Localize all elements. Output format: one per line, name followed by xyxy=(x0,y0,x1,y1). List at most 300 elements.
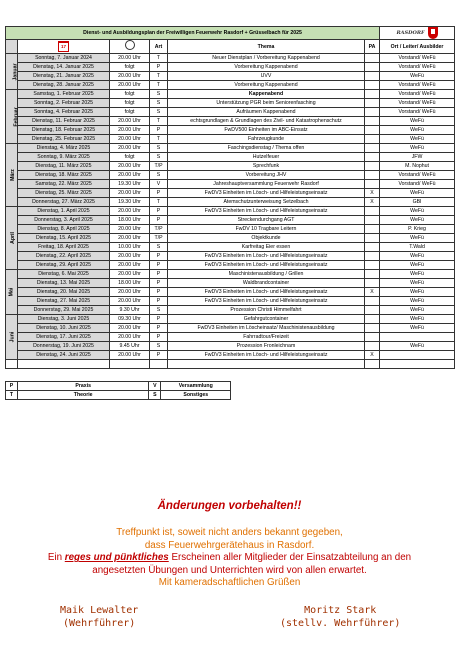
thema-cell: FwDV500 Einheiten im ABC-Einsatz xyxy=(168,126,365,135)
thema-cell: Vorbereitung Kappenabend xyxy=(168,81,365,90)
empty-cell xyxy=(150,360,168,369)
time-cell: 20.00 Uhr xyxy=(110,225,150,234)
art-cell: S xyxy=(150,171,168,180)
schedule-row xyxy=(6,153,455,162)
ort-cell: WeFü xyxy=(380,72,455,81)
time-cell: folgt xyxy=(110,99,150,108)
thema-cell: FwDV3 Einheiten im Lösch- und Hilfeleistungseinsatz xyxy=(168,189,365,198)
date-cell: Dienstag, 25. März 2025 xyxy=(18,189,110,198)
schedule-row xyxy=(6,135,455,144)
month-text: April xyxy=(9,232,16,244)
schedule-row xyxy=(6,216,455,225)
art-cell: P xyxy=(150,315,168,324)
ort-cell: WeFü xyxy=(380,324,455,333)
time-cell: 20.00 Uhr xyxy=(110,324,150,333)
thema-cell: Vorbereitung Kappenabend xyxy=(168,63,365,72)
pa-cell xyxy=(365,171,380,180)
pa-cell xyxy=(365,117,380,126)
time-cell: 20.00 Uhr xyxy=(110,135,150,144)
art-cell: P xyxy=(150,270,168,279)
art-cell: P xyxy=(150,252,168,261)
art-cell: P xyxy=(150,324,168,333)
schedule-row xyxy=(6,270,455,279)
art-cell: S xyxy=(150,108,168,117)
time-cell: 20.00 Uhr xyxy=(110,81,150,90)
date-cell: Dienstag, 21. Januar 2025 xyxy=(18,72,110,81)
art-cell: T/P xyxy=(150,162,168,171)
ort-cell: WeFü xyxy=(380,234,455,243)
thema-cell: FwDV3 Einheiten im Lösch- und Hilfeleistungseinsatz xyxy=(168,252,365,261)
art-cell: P xyxy=(150,207,168,216)
thema-cell: FwDV3 Einheiten im Lösch- und Hilfeleistungseinsatz xyxy=(168,288,365,297)
pa-cell xyxy=(365,153,380,162)
date-cell: Dienstag, 20. Mai 2025 xyxy=(18,288,110,297)
time-cell: 09.30 Uhr xyxy=(110,315,150,324)
art-cell: P xyxy=(150,297,168,306)
empty-cell xyxy=(6,360,18,369)
schedule-row xyxy=(6,333,455,342)
thema-cell: Karfreitag Eier essen xyxy=(168,243,365,252)
ort-cell: GBI xyxy=(380,198,455,207)
thema-cell: Aufräumen Kappenabend xyxy=(168,108,365,117)
art-cell: S xyxy=(150,243,168,252)
time-cell: 9.30 Uhr xyxy=(110,306,150,315)
thema-cell: Gefahrgutcontainer xyxy=(168,315,365,324)
pa-cell xyxy=(365,234,380,243)
pa-cell xyxy=(365,243,380,252)
month-text: Februar xyxy=(13,106,20,127)
time-cell: 18.00 Uhr xyxy=(110,216,150,225)
date-cell: Sonntag, 9. März 2025 xyxy=(18,153,110,162)
art-cell: S xyxy=(150,153,168,162)
thema-cell: Kappenabend xyxy=(168,90,365,99)
schedule-row xyxy=(6,198,455,207)
pa-cell xyxy=(365,252,380,261)
ort-cell: WeFü xyxy=(380,315,455,324)
signature-wehrfuehrer xyxy=(60,604,138,630)
notice-text xyxy=(0,527,459,590)
ort-cell: WeFü xyxy=(380,207,455,216)
time-cell: 20.00 Uhr xyxy=(110,288,150,297)
legend-label: Praxis xyxy=(17,382,148,391)
date-cell: Dienstag, 3. Juni 2025 xyxy=(18,315,110,324)
date-cell: Dienstag, 6. Mai 2025 xyxy=(18,270,110,279)
month-label xyxy=(6,270,18,315)
schedule-row xyxy=(6,72,455,81)
legend-label: Theorie xyxy=(17,391,148,400)
pa-cell: X xyxy=(365,189,380,198)
schedule-row xyxy=(6,189,455,198)
time-cell: 20.00 Uhr xyxy=(110,270,150,279)
ort-cell: WeFü xyxy=(380,279,455,288)
pa-cell: X xyxy=(365,288,380,297)
schedule-row xyxy=(6,279,455,288)
date-cell: Dienstag, 22. April 2025 xyxy=(18,252,110,261)
month-label xyxy=(6,207,18,270)
pa-cell: X xyxy=(365,351,380,360)
schedule-row xyxy=(6,342,455,351)
month-label xyxy=(6,315,18,360)
date-cell: Dienstag, 4. März 2025 xyxy=(18,144,110,153)
empty-cell xyxy=(168,360,365,369)
thema-header: Thema xyxy=(168,40,365,54)
thema-cell: Atemschutzunterweisung Setzelbach xyxy=(168,198,365,207)
date-cell: Dienstag, 15. April 2025 xyxy=(18,234,110,243)
schedule-row xyxy=(6,126,455,135)
ort-cell: Vorstand/ WeFü xyxy=(380,171,455,180)
month-text: Mai xyxy=(8,287,15,297)
time-cell: 20.00 Uhr xyxy=(110,252,150,261)
month-text: März xyxy=(9,169,16,181)
ort-cell: WeFü xyxy=(380,288,455,297)
ort-cell: WeFü xyxy=(380,297,455,306)
date-cell: Freitag, 18. April 2025 xyxy=(18,243,110,252)
signature-stellv-wehrfuehrer xyxy=(280,604,400,630)
time-cell: 20.00 Uhr xyxy=(110,162,150,171)
pa-cell xyxy=(365,270,380,279)
signature-name: Moritz Stark xyxy=(304,605,377,616)
schedule-row xyxy=(6,162,455,171)
schedule-row xyxy=(6,306,455,315)
time-cell: 20.00 Uhr xyxy=(110,72,150,81)
crest-icon xyxy=(428,27,438,39)
time-cell: 20.00 Uhr xyxy=(110,171,150,180)
date-cell: Donnerstag, 27. März 2025 xyxy=(18,198,110,207)
pa-cell xyxy=(365,162,380,171)
schedule-table xyxy=(5,26,455,369)
month-label xyxy=(6,144,18,207)
date-cell: Dienstag, 8. April 2025 xyxy=(18,225,110,234)
date-cell: Dienstag, 28. Januar 2025 xyxy=(18,81,110,90)
month-text: Juni xyxy=(9,331,16,343)
pa-cell xyxy=(365,81,380,90)
art-cell: T xyxy=(150,72,168,81)
ort-cell: P. Krieg xyxy=(380,225,455,234)
thema-cell: Faschingsdienstag / Thema offen xyxy=(168,144,365,153)
legend-code: V xyxy=(149,382,161,391)
schedule-row xyxy=(6,261,455,270)
schedule-row xyxy=(6,54,455,63)
schedule-row xyxy=(6,108,455,117)
art-cell: P xyxy=(150,126,168,135)
thema-cell: FwDV3 Einheiten im Lösch- und Hilfeleistungseinsatz xyxy=(168,297,365,306)
notice-fragment: Ein xyxy=(47,552,65,564)
empty-cell xyxy=(110,360,150,369)
date-header xyxy=(18,40,110,54)
time-cell: 20.00 Uhr xyxy=(110,351,150,360)
ort-cell: WeFü xyxy=(380,135,455,144)
thema-cell: FwDV 10 Tragbare Leitern xyxy=(168,225,365,234)
thema-cell: Prozession Fronleichnam xyxy=(168,342,365,351)
pa-cell xyxy=(365,324,380,333)
thema-cell: echtsgrundlagen & Grundlagen des Zivil- und Katastrophenschutz xyxy=(168,117,365,126)
schedule-row xyxy=(6,351,455,360)
empty-cell xyxy=(380,360,455,369)
notice-heading: Änderungen vorbehalten!! xyxy=(157,500,302,512)
time-cell: 20.00 Uhr xyxy=(110,333,150,342)
notice-fragment: Erscheinen aller Mitglieder der Einsatzabteilung an den xyxy=(168,552,412,564)
date-cell: Samstag, 22. März 2025 xyxy=(18,180,110,189)
art-cell: P xyxy=(150,189,168,198)
schedule-row xyxy=(6,252,455,261)
thema-cell: Waldbrandcontainer xyxy=(168,279,365,288)
notice-line: angesetzten Übungen und Unterrichten wird von allen erwartet. xyxy=(92,564,367,576)
thema-cell: Jahreshauptversammlung Feuerwehr Rasdorf xyxy=(168,180,365,189)
time-cell: 20.00 Uhr xyxy=(110,126,150,135)
signature-role: (Wehrführer) xyxy=(63,618,136,629)
art-cell: T xyxy=(150,117,168,126)
art-cell: T xyxy=(150,135,168,144)
art-cell: P xyxy=(150,261,168,270)
signature-role: (stellv. Wehrführer) xyxy=(280,618,401,629)
empty-cell xyxy=(18,360,110,369)
pa-cell xyxy=(365,306,380,315)
pa-cell xyxy=(365,342,380,351)
month-header xyxy=(6,40,18,54)
ort-cell: Vorstand/ WeFü xyxy=(380,108,455,117)
date-cell: Sonntag, 2. Februar 2025 xyxy=(18,99,110,108)
schedule-row xyxy=(6,234,455,243)
art-cell: T xyxy=(150,198,168,207)
ort-cell: M. Nophut xyxy=(380,162,455,171)
art-cell: S xyxy=(150,342,168,351)
thema-cell: Unterstützung PGR beim Seniorenfasching xyxy=(168,99,365,108)
date-cell: Dienstag, 29. April 2025 xyxy=(18,261,110,270)
pa-cell xyxy=(365,261,380,270)
art-cell: S xyxy=(150,144,168,153)
ort-cell: WeFü xyxy=(380,117,455,126)
date-cell: Sonntag, 4. Februar 2025 xyxy=(18,108,110,117)
art-cell: T/P xyxy=(150,234,168,243)
thema-cell: UVV xyxy=(168,72,365,81)
time-cell: 18.00 Uhr xyxy=(110,279,150,288)
schedule-row xyxy=(6,81,455,90)
time-cell: 20.00 Uhr xyxy=(110,117,150,126)
time-cell: 19.30 Uhr xyxy=(110,180,150,189)
thema-cell: Maschinistenausbildung / Grillen xyxy=(168,270,365,279)
ort-cell: Vorstand/ WeFü xyxy=(380,63,455,72)
month-label xyxy=(6,90,18,144)
schedule-row xyxy=(6,171,455,180)
schedule-row xyxy=(6,315,455,324)
pa-cell xyxy=(365,207,380,216)
ort-cell: Vorstand/ WeFü xyxy=(380,180,455,189)
column-header-row xyxy=(6,40,455,54)
time-header xyxy=(110,40,150,54)
art-cell: S xyxy=(150,99,168,108)
art-cell: P xyxy=(150,333,168,342)
thema-cell: Sprechfunk xyxy=(168,162,365,171)
pa-cell xyxy=(365,333,380,342)
time-cell: 20.00 Uhr xyxy=(110,261,150,270)
empty-cell xyxy=(365,360,380,369)
date-cell: Dienstag, 27. Mai 2025 xyxy=(18,297,110,306)
schedule-row xyxy=(6,297,455,306)
pa-cell xyxy=(365,315,380,324)
time-cell: 20.00 Uhr xyxy=(110,189,150,198)
schedule-row xyxy=(6,243,455,252)
legend-table xyxy=(5,381,271,400)
ort-cell: WeFü xyxy=(380,126,455,135)
legend-code: T xyxy=(6,391,18,400)
time-cell: 20.00 Uhr xyxy=(110,207,150,216)
title-row xyxy=(6,27,455,40)
time-cell: 10.00 Uhr xyxy=(110,243,150,252)
pa-cell xyxy=(365,279,380,288)
art-cell: T xyxy=(150,54,168,63)
ort-cell: WeFü xyxy=(380,342,455,351)
thema-cell: FwDV3 Einheiten im Lösch- und Hilfeleistungseinsatz xyxy=(168,351,365,360)
ort-cell: Vorstand/ WeFü xyxy=(380,90,455,99)
ort-cell: WeFü xyxy=(380,306,455,315)
notice-emphasis: reges und pünktliches xyxy=(64,552,169,564)
date-cell: Samstag, 1. Februar 2025 xyxy=(18,90,110,99)
ort-cell: WeFü xyxy=(380,261,455,270)
ort-cell: Vorstand/ WeFü xyxy=(380,81,455,90)
schedule-row xyxy=(6,180,455,189)
time-cell: 20.00 Uhr xyxy=(110,297,150,306)
notice-line xyxy=(0,552,459,565)
logo xyxy=(380,27,455,40)
notice-line: Mit kameradschaftlichen Grüßen xyxy=(158,577,301,589)
notice-line: dass Feuerwehrgerätehaus in Rasdorf. xyxy=(144,539,315,551)
pa-cell xyxy=(365,180,380,189)
date-cell: Donnerstag, 3. April 2025 xyxy=(18,216,110,225)
calendar-icon: 17 xyxy=(58,41,69,52)
thema-cell: Hutzelfeuer xyxy=(168,153,365,162)
art-cell: T/P xyxy=(150,225,168,234)
thema-cell: Fahrzeugkunde xyxy=(168,135,365,144)
legend-code: S xyxy=(149,391,161,400)
legend-label: Sonstiges xyxy=(161,391,231,400)
schedule-row xyxy=(6,99,455,108)
date-cell: Sonntag, 7. Januar 2024 xyxy=(18,54,110,63)
notice-line: Treffpunkt ist, soweit nicht anders bekannt gegeben, xyxy=(116,527,343,538)
ort-cell: T.Wald xyxy=(380,243,455,252)
thema-cell: FwDV3 Einheiten im Lösch- und Hilfeleistungseinsatz xyxy=(168,261,365,270)
date-cell: Dienstag, 24. Juni 2025 xyxy=(18,351,110,360)
date-cell: Dienstag, 14. Januar 2025 xyxy=(18,63,110,72)
pa-cell: X xyxy=(365,198,380,207)
plan-title: Dienst- und Ausbildungsplan der Freiwilligen Feuerwehr Rasdorf + Grüsselbach für 2025 xyxy=(6,27,380,40)
schedule-row xyxy=(6,288,455,297)
schedule-row xyxy=(6,207,455,216)
signature-name: Maik Lewalter xyxy=(60,605,139,616)
ort-header: Ort / Leiter/ Ausbilder xyxy=(380,40,455,54)
spacer-row xyxy=(6,360,455,369)
thema-cell: Streckendurchgang AGT xyxy=(168,216,365,225)
legend-label: Versammlung xyxy=(161,382,231,391)
date-cell: Dienstag, 11. Februar 2025 xyxy=(18,117,110,126)
thema-cell: FwDV3 Einheiten im Lösch- und Hilfeleistungseinsatz xyxy=(168,207,365,216)
pa-cell xyxy=(365,54,380,63)
art-cell: P xyxy=(150,288,168,297)
thema-cell: Prozession Christi Himmelfahrt xyxy=(168,306,365,315)
pa-cell xyxy=(365,72,380,81)
ort-cell: WeFü xyxy=(380,270,455,279)
schedule-row xyxy=(6,225,455,234)
ort-cell: WeFü xyxy=(380,216,455,225)
legend-code: P xyxy=(6,382,18,391)
art-cell: S xyxy=(150,306,168,315)
art-cell: V xyxy=(150,180,168,189)
art-cell: P xyxy=(150,216,168,225)
thema-cell: FwDV3 Einheiten im Löscheinsatz/ Maschinistenausbildung xyxy=(168,324,365,333)
art-cell: P xyxy=(150,279,168,288)
date-cell: Dienstag, 18. März 2025 xyxy=(18,171,110,180)
art-header: Art xyxy=(150,40,168,54)
time-cell: 20.00 Uhr xyxy=(110,234,150,243)
pa-cell xyxy=(365,108,380,117)
plan-sheet xyxy=(5,26,454,400)
date-cell: Dienstag, 25. Februar 2025 xyxy=(18,135,110,144)
thema-cell: Neuer Dienstplan / Vorbereitung Kappenabend xyxy=(168,54,365,63)
time-cell: folgt xyxy=(110,90,150,99)
date-cell: Dienstag, 18. Februar 2025 xyxy=(18,126,110,135)
pa-cell xyxy=(365,126,380,135)
thema-cell: Fahrradtour/Freizeit xyxy=(168,333,365,342)
time-cell: 9.45 Uhr xyxy=(110,342,150,351)
time-cell: 19.30 Uhr xyxy=(110,198,150,207)
art-cell: S xyxy=(150,90,168,99)
pa-header: PA xyxy=(365,40,380,54)
clock-icon xyxy=(125,40,135,50)
time-cell: 20.00 Uhr xyxy=(110,54,150,63)
date-cell: Dienstag, 11. März 2025 xyxy=(18,162,110,171)
schedule-row xyxy=(6,144,455,153)
schedule-row xyxy=(6,324,455,333)
thema-cell: Vorbereitung JHV xyxy=(168,171,365,180)
ort-cell xyxy=(380,351,455,360)
art-cell: P xyxy=(150,63,168,72)
legend-row xyxy=(6,391,271,400)
legend-row xyxy=(6,382,271,391)
date-cell: Donnerstag, 29. Mai 2025 xyxy=(18,306,110,315)
ort-cell: JFW xyxy=(380,153,455,162)
date-cell: Dienstag, 10. Juni 2025 xyxy=(18,324,110,333)
ort-cell: WeFü xyxy=(380,252,455,261)
pa-cell xyxy=(365,99,380,108)
pa-cell xyxy=(365,225,380,234)
date-cell: Dienstag, 1. April 2025 xyxy=(18,207,110,216)
date-cell: Dienstag, 17. Juni 2025 xyxy=(18,333,110,342)
logo-text: RASDORF xyxy=(396,30,425,36)
pa-cell xyxy=(365,297,380,306)
pa-cell xyxy=(365,63,380,72)
pa-cell xyxy=(365,144,380,153)
schedule-row xyxy=(6,63,455,72)
pa-cell xyxy=(365,135,380,144)
pa-cell xyxy=(365,216,380,225)
art-cell: T xyxy=(150,81,168,90)
art-cell: P xyxy=(150,351,168,360)
ort-cell: WeFü xyxy=(380,144,455,153)
date-cell: Donnerstag, 19. Juni 2025 xyxy=(18,342,110,351)
ort-cell: Vorstand/ WeFü xyxy=(380,54,455,63)
time-cell: folgt xyxy=(110,63,150,72)
date-cell: Dienstag, 13. Mai 2025 xyxy=(18,279,110,288)
month-text: Januar xyxy=(12,62,19,81)
schedule-row xyxy=(6,117,455,126)
pa-cell xyxy=(365,90,380,99)
ort-cell: WeFü xyxy=(380,189,455,198)
time-cell: folgt xyxy=(110,153,150,162)
ort-cell: Vorstand/ WeFü xyxy=(380,99,455,108)
ort-cell xyxy=(380,333,455,342)
time-cell: folgt xyxy=(110,108,150,117)
month-label xyxy=(6,54,18,90)
schedule-row xyxy=(6,90,455,99)
